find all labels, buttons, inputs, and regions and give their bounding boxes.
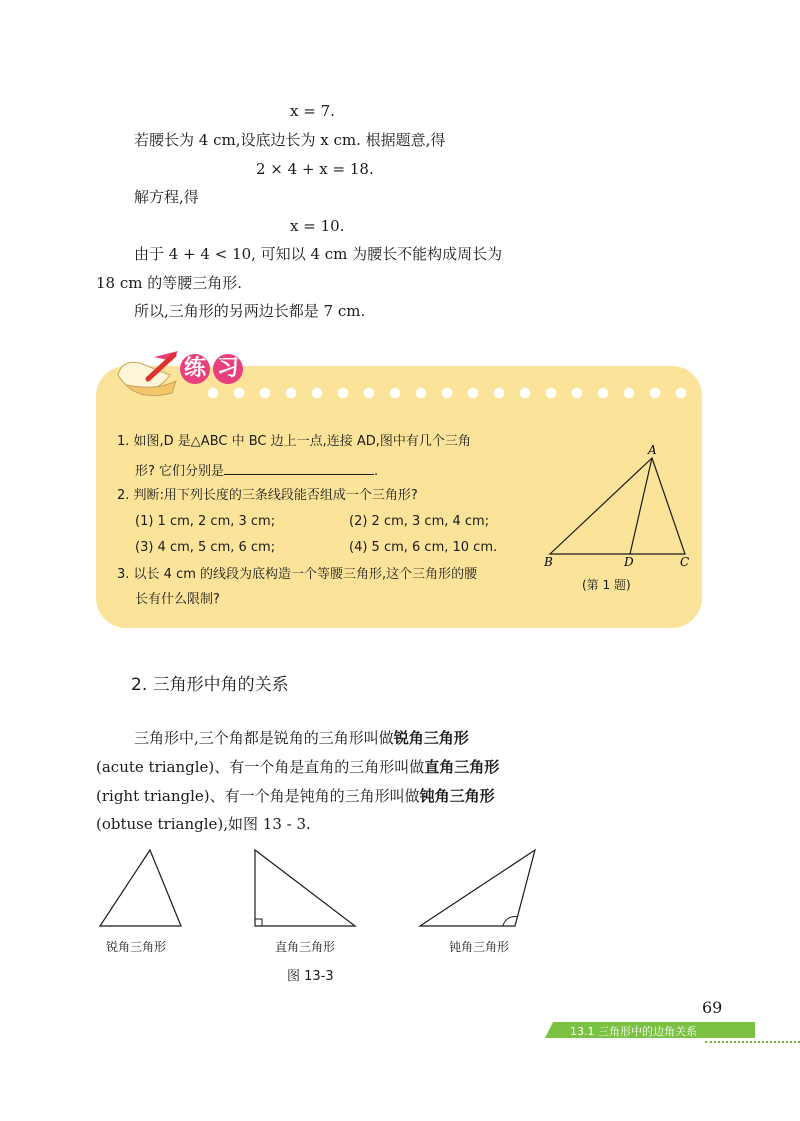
equation-x-10: x = 10. bbox=[290, 217, 345, 235]
exercise-q3-line2: 长有什么限制? bbox=[135, 592, 220, 607]
term-obtuse-triangle: 钝角三角形 bbox=[419, 787, 495, 805]
exercise-q3-line1: 3. 以长 4 cm 的线段为底构造一个等腰三角形,这个三角形的腰 bbox=[117, 567, 478, 582]
label-b: B bbox=[544, 555, 553, 569]
term-right-triangle: 直角三角形 bbox=[424, 758, 500, 776]
right-angle-mark bbox=[255, 919, 262, 926]
equation-2x4: 2 × 4 + x = 18. bbox=[256, 160, 374, 178]
right-label: 直角三角形 bbox=[275, 940, 336, 954]
exercise-q1-line2 bbox=[135, 460, 378, 481]
para-line-2 bbox=[96, 757, 499, 777]
label-a: A bbox=[648, 443, 657, 457]
label-c: C bbox=[680, 555, 690, 569]
title-char-2: 习 bbox=[213, 354, 243, 384]
segment-ad bbox=[630, 458, 652, 554]
decorative-dots bbox=[200, 386, 690, 400]
chapter-title: 13.1 三角形中的边角关系 bbox=[570, 1025, 697, 1038]
text-waist-4cm: 若腰长为 4 cm,设底边长为 x cm. 根据题意,得 bbox=[134, 131, 446, 149]
para-line-4: (obtuse triangle),如图 13 - 3. bbox=[96, 815, 311, 833]
q1-prompt: 形? 它们分别是 bbox=[135, 464, 225, 479]
answer-blank[interactable] bbox=[224, 460, 374, 475]
figure-caption: 图 13-3 bbox=[287, 969, 334, 984]
acute-label: 锐角三角形 bbox=[106, 940, 167, 954]
triangle-abc-figure bbox=[540, 442, 700, 572]
section-heading: 2. 三角形中角的关系 bbox=[131, 675, 289, 695]
para-line-3 bbox=[96, 786, 495, 806]
text-conclusion: 所以,三角形的另两边长都是 7 cm. bbox=[134, 302, 366, 320]
right-triangle bbox=[255, 850, 355, 926]
para-1-text: 三角形中,三个角都是锐角的三角形叫做 bbox=[134, 729, 394, 747]
footer-dots bbox=[705, 1041, 800, 1043]
obtuse-triangle bbox=[420, 850, 535, 926]
title-char-1: 练 bbox=[180, 354, 210, 384]
para-line-1 bbox=[134, 728, 469, 748]
triangle-abc bbox=[550, 458, 685, 554]
exercise-q1-line1: 1. 如图,D 是△ABC 中 BC 边上一点,连接 AD,图中有几个三角 bbox=[117, 434, 471, 449]
exercise-q2-3: (3) 4 cm, 5 cm, 6 cm; bbox=[135, 540, 276, 555]
exercise-q2-2: (2) 2 cm, 3 cm, 4 cm; bbox=[349, 514, 490, 529]
obtuse-label: 钝角三角形 bbox=[449, 940, 510, 954]
exercise-q2-4: (4) 5 cm, 6 cm, 10 cm. bbox=[349, 540, 498, 555]
para-2-text: (acute triangle)、有一个角是直角的三角形叫做 bbox=[96, 758, 425, 776]
para-3-text: (right triangle)、有一个角是钝角的三角形叫做 bbox=[96, 787, 420, 805]
exercise-title bbox=[180, 354, 246, 384]
exercise-q2: 2. 判断:用下列长度的三条线段能否组成一个三角形? bbox=[117, 488, 418, 503]
exercise-figure-caption: (第 1 题) bbox=[582, 578, 631, 592]
equation-x-7: x = 7. bbox=[290, 102, 335, 120]
triangles-figure bbox=[95, 846, 545, 932]
term-acute-triangle: 锐角三角形 bbox=[393, 729, 469, 747]
text-since: 由于 4 + 4 < 10, 可知以 4 cm 为腰长不能构成周长为 bbox=[134, 245, 503, 263]
text-18cm: 18 cm 的等腰三角形. bbox=[96, 274, 243, 292]
exercise-q2-1: (1) 1 cm, 2 cm, 3 cm; bbox=[135, 514, 276, 529]
q1-period: . bbox=[374, 464, 379, 479]
acute-triangle bbox=[100, 850, 181, 926]
page-number: 69 bbox=[702, 998, 723, 1017]
label-d: D bbox=[624, 555, 634, 569]
text-solve: 解方程,得 bbox=[134, 188, 199, 206]
